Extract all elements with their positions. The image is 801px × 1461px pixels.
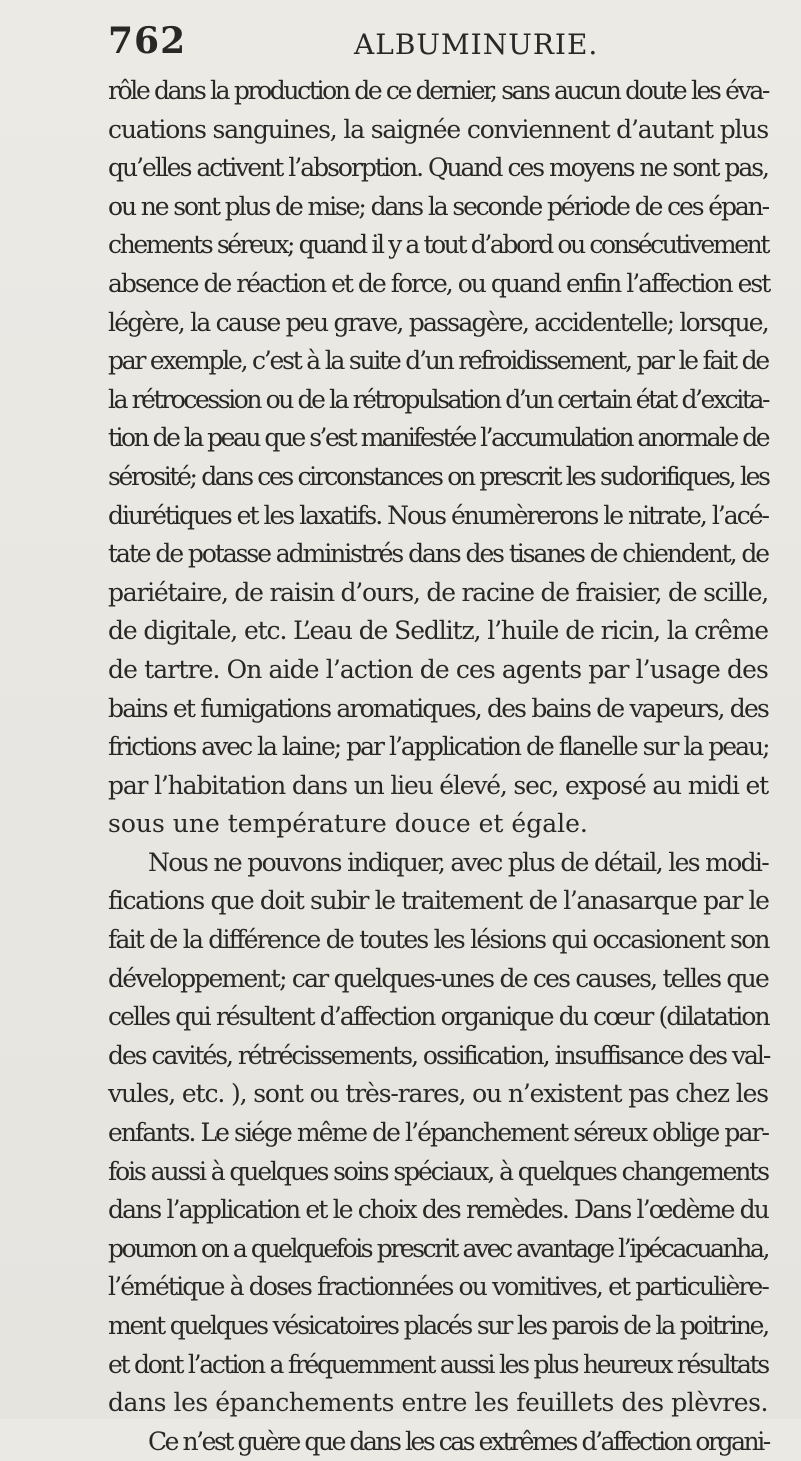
running-title: ALBUMINURIE. bbox=[354, 28, 599, 61]
text-line: tate de potasse administrés dans des tisanes de chiendent, de bbox=[108, 539, 768, 569]
text-line: Ce n’est guère que dans les cas extrêmes d’affection organi- bbox=[148, 1426, 769, 1456]
text-line: l’émétique à doses fractionnées ou vomitives, et particulière- bbox=[108, 1272, 768, 1302]
text-line: pariétaire, de raisin d’ours, de racine de fraisier, de scille, bbox=[108, 577, 768, 607]
text-line: sous une température douce et égale. bbox=[108, 809, 588, 839]
text-line: cuations sanguines, la saignée conviennent d’autant plus bbox=[108, 114, 768, 144]
text-line: qu’elles activent l’absorption. Quand ces moyens ne sont pas, bbox=[108, 153, 768, 183]
text-line: la rétrocession ou de la rétropulsation d’un certain état d’excita- bbox=[108, 384, 768, 414]
text-line: de digitale, etc. L’eau de Sedlitz, l’huile de ricin, la crême bbox=[108, 616, 768, 646]
text-line: fait de la différence de toutes les lésions qui occasionent son bbox=[108, 925, 769, 955]
text-line: ou ne sont plus de mise; dans la seconde période de ces épan- bbox=[108, 191, 768, 221]
text-line: diurétiques et les laxatifs. Nous énumèrerons le nitrate, l’acé- bbox=[108, 500, 768, 530]
text-line: vules, etc. ), sont ou très-rares, ou n’existent pas chez les bbox=[108, 1079, 768, 1109]
text-line: tion de la peau que s’est manifestée l’accumulation anormale de bbox=[108, 423, 768, 453]
text-line: légère, la cause peu grave, passagère, accidentelle; lorsque, bbox=[108, 307, 768, 337]
text-line: celles qui résultent d’affection organique du cœur (dilatation bbox=[108, 1002, 769, 1032]
text-line: frictions avec la laine; par l’application de flanelle sur la peau; bbox=[108, 732, 769, 762]
text-line: fications que doit subir le traitement de l’anasarque par le bbox=[108, 886, 769, 916]
text-line: des cavités, rétrécissements, ossification, insuffisance des val- bbox=[108, 1040, 770, 1070]
text-line: absence de réaction et de force, ou quand enfin l’affection est bbox=[108, 268, 770, 298]
text-line: par exemple, c’est à la suite d’un refroidissement, par le fait de bbox=[108, 346, 768, 376]
text-line: enfants. Le siége même de l’épanchement séreux oblige par- bbox=[108, 1118, 768, 1148]
text-line: rôle dans la production de ce dernier, sans aucun doute les éva- bbox=[108, 76, 768, 105]
text-line: ment quelques vésicatoires placés sur les parois de la poitrine, bbox=[108, 1311, 768, 1340]
text-line: développement; car quelques-unes de ces causes, telles que bbox=[108, 963, 768, 993]
page-header bbox=[108, 16, 768, 66]
text-line: dans les épanchements entre les feuillets des plèvres. bbox=[108, 1388, 768, 1418]
text-line: fois aussi à quelques soins spéciaux, à quelques changements bbox=[108, 1156, 768, 1186]
text-line: de tartre. On aide l’action de ces agents par l’usage des bbox=[108, 654, 768, 684]
page-number: 762 bbox=[108, 20, 187, 62]
text-line: et dont l’action a fréquemment aussi les plus heureux résultats bbox=[108, 1349, 768, 1379]
text-line: Nous ne pouvons indiquer, avec plus de détail, les modi- bbox=[148, 847, 768, 877]
text-line: dans l’application et le choix des remèdes. Dans l’œdème du bbox=[108, 1195, 768, 1225]
text-line: bains et fumigations aromatiques, des bains de vapeurs, des bbox=[108, 693, 768, 723]
text-line: sérosité; dans ces circonstances on prescrit les sudorifiques, les bbox=[108, 461, 769, 491]
text-line: poumon on a quelquefois prescrit avec avantage l’ipécacuanha, bbox=[108, 1233, 768, 1263]
text-line: chements séreux; quand il y a tout d’abord ou consécutivement bbox=[108, 230, 768, 260]
text-line: par l’habitation dans un lieu élevé, sec, exposé au midi et bbox=[108, 770, 768, 800]
body-text bbox=[108, 72, 768, 1461]
